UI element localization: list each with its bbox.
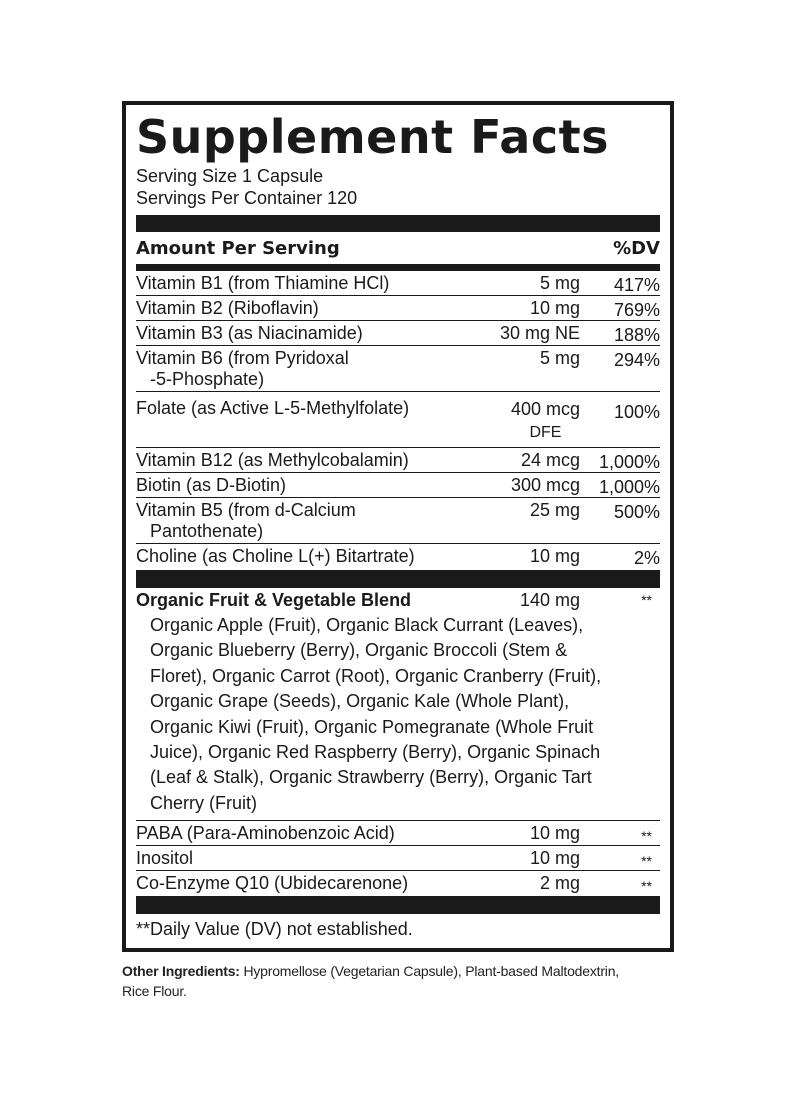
nutrient-amount: 24 mcg — [520, 450, 580, 470]
nutrient-dv: 417% — [613, 275, 660, 295]
nutrient-dv: 769% — [613, 300, 660, 320]
amount-per-serving-label: Amount Per Serving — [136, 237, 340, 259]
nutrient-dv: 1,000% — [598, 452, 660, 472]
nutrient-amount: 300 mcg — [510, 475, 580, 495]
nutrient-amount: 5 mg — [539, 273, 580, 293]
ingredient-dv: ** — [641, 878, 652, 894]
footnote: **Daily Value (DV) not established. — [136, 919, 413, 939]
thick-divider — [136, 570, 660, 588]
nutrient-name: Vitamin B1 (from Thiamine HCl) — [136, 273, 390, 293]
servings-per-container: Servings Per Container 120 — [136, 188, 358, 208]
nutrient-name: Vitamin B12 (as Methylcobalamin) — [136, 450, 409, 470]
nutrient-dv: 294% — [613, 350, 660, 370]
nutrient-row — [136, 473, 660, 498]
blend-line: Organic Grape (Seeds), Organic Kale (Whole Plant), — [150, 691, 570, 712]
nutrient-row — [136, 544, 660, 570]
nutrient-name-line2: -5-Phosphate) — [150, 369, 265, 389]
other-ingredients-line2: Rice Flour. — [122, 983, 187, 999]
blend-line: Juice), Organic Red Raspberry (Berry), Organic Spinach — [150, 742, 601, 763]
nutrient-name: Choline (as Choline L(+) Bitartrate) — [136, 546, 415, 566]
nutrient-name: Vitamin B2 (Riboflavin) — [136, 298, 319, 318]
nutrient-row — [136, 498, 660, 544]
nutrient-amount: 10 mg — [529, 546, 580, 566]
blend-ingredients — [150, 613, 660, 816]
blend-line: Organic Kiwi (Fruit), Organic Pomegranate (Whole Fruit — [150, 716, 594, 737]
supplement-facts-panel — [122, 101, 674, 952]
nutrient-dv: 100% — [613, 402, 660, 422]
nutrient-name-line1: Vitamin B6 (from Pyridoxal — [136, 348, 349, 368]
nutrient-name: Vitamin B3 (as Niacinamide) — [136, 323, 363, 343]
nutrient-name-line1: Vitamin B5 (from d-Calcium — [136, 500, 356, 520]
blend-name: Organic Fruit & Vegetable Blend — [136, 590, 412, 610]
ingredient-name: PABA (Para-Aminobenzoic Acid) — [136, 823, 395, 843]
nutrient-dv: 500% — [613, 502, 660, 522]
nutrient-row — [136, 346, 660, 392]
blend-line: Floret), Organic Carrot (Root), Organic Cranberry (Fruit), — [150, 665, 602, 686]
nutrient-amount-line2: DFE — [529, 424, 562, 441]
nutrient-amount — [511, 398, 580, 444]
ingredient-row — [136, 871, 660, 896]
thick-divider — [136, 896, 660, 914]
ingredient-amount: 2 mg — [539, 873, 580, 893]
nutrient-dv: 188% — [613, 325, 660, 345]
nutrient-amount: 30 mg NE — [499, 323, 580, 343]
blend-line: Organic Blueberry (Berry), Organic Broccoli (Stem & — [150, 640, 568, 661]
nutrient-name: Biotin (as D-Biotin) — [136, 475, 287, 495]
other-ingredients-label: Other Ingredients: — [122, 963, 240, 979]
blend-amount: 140 mg — [519, 590, 580, 610]
nutrient-dv: 1,000% — [598, 477, 660, 497]
nutrient-name: Folate (as Active L-5-Methylfolate) — [136, 398, 410, 418]
ingredient-dv: ** — [641, 828, 652, 844]
nutrient-dv: 2% — [633, 548, 660, 568]
nutrient-row — [136, 271, 660, 296]
nutrient-name — [136, 348, 349, 390]
nutrient-row — [136, 296, 660, 321]
blend-line: Cherry (Fruit) — [150, 792, 257, 813]
mid-divider — [136, 264, 660, 271]
other-ingredients-line1: Hypromellose (Vegetarian Capsule), Plant-based Maltodextrin, — [239, 963, 619, 979]
blend-line: Organic Apple (Fruit), Organic Black Currant (Leaves), — [150, 615, 584, 635]
nutrient-amount-line1: 400 mcg — [510, 399, 580, 419]
nutrient-amount: 5 mg — [539, 348, 580, 368]
ingredient-row — [136, 846, 660, 871]
ingredient-dv: ** — [641, 853, 652, 869]
nutrient-name-line2: Pantothenate) — [150, 521, 264, 541]
other-ingredients — [122, 961, 692, 1001]
nutrient-row — [136, 321, 660, 346]
thick-divider — [136, 215, 660, 232]
nutrient-row — [136, 448, 660, 473]
ingredient-row — [136, 821, 660, 846]
blend-dv: ** — [641, 592, 652, 608]
nutrient-amount: 25 mg — [529, 500, 580, 520]
column-header — [136, 232, 660, 264]
blend-line: (Leaf & Stalk), Organic Strawberry (Berry), Organic Tart — [150, 767, 592, 788]
ingredient-amount: 10 mg — [529, 848, 580, 868]
ingredient-name: Co-Enzyme Q10 (Ubidecarenone) — [136, 873, 409, 893]
serving-size: Serving Size 1 Capsule — [136, 166, 324, 186]
nutrient-amount: 10 mg — [529, 298, 580, 318]
ingredient-name: Inositol — [136, 848, 194, 868]
ingredient-amount: 10 mg — [529, 823, 580, 843]
dv-label: %DV — [613, 237, 660, 259]
panel-title: Supplement Facts — [136, 110, 609, 164]
nutrient-row — [136, 392, 660, 448]
nutrient-name — [136, 500, 356, 542]
blend-row — [136, 588, 660, 821]
